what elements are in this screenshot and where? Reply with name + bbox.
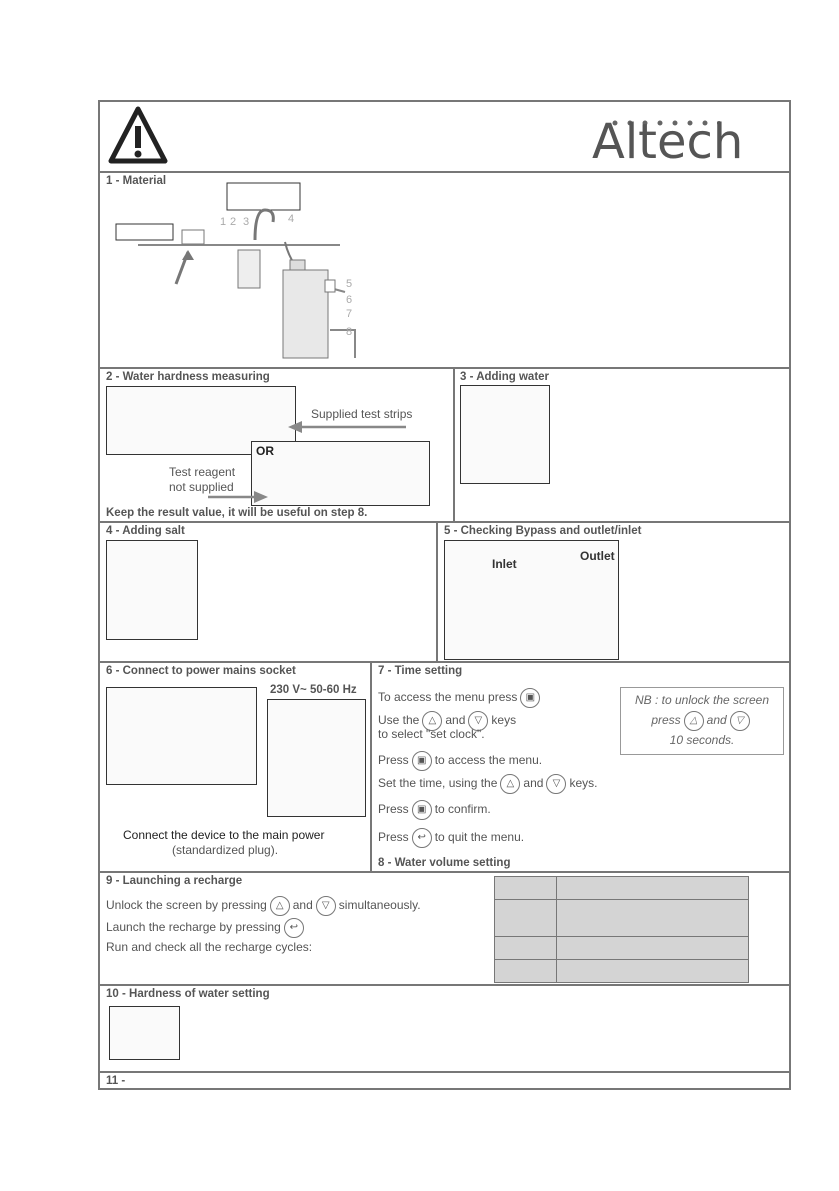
warning-icon: [108, 106, 168, 164]
part-label: 2: [230, 216, 237, 228]
up-key-icon: △: [684, 711, 704, 731]
nb-line: 10 seconds.: [669, 733, 735, 747]
recharge-cycle-table: [494, 876, 749, 983]
instruction-line: Press ↩ to quit the menu.: [378, 828, 524, 848]
divider: [98, 1071, 791, 1073]
plug-illustration: [106, 687, 257, 785]
down-key-icon: ▽: [316, 896, 336, 916]
material-diagram: [110, 180, 370, 362]
section-title: 6 - Connect to power mains socket: [106, 665, 296, 677]
table-row: [495, 900, 749, 937]
divider: [98, 661, 791, 663]
menu-key-icon: ▣: [520, 688, 540, 708]
nb-line: NB : to unlock the screen: [634, 693, 770, 707]
inlet-label: Inlet: [492, 557, 517, 571]
arrow-icon: [288, 420, 408, 434]
instruction-line: to select "set clock".: [378, 727, 485, 741]
part-label: 1: [220, 216, 227, 228]
down-key-icon: ▽: [730, 711, 750, 731]
menu-key-icon: ▣: [412, 751, 432, 771]
section-title: 7 - Time setting: [378, 665, 463, 677]
table-row: [495, 877, 749, 900]
exit-key-icon: ↩: [412, 828, 432, 848]
up-key-icon: △: [422, 711, 442, 731]
section-title: 8 - Water volume setting: [378, 857, 511, 869]
section-title: 10 - Hardness of water setting: [106, 988, 270, 1000]
nb-note: [620, 687, 784, 755]
instruction-line: Use the △ and ▽ keys: [378, 711, 516, 731]
instruction-line: Run and check all the recharge cycles:: [106, 940, 313, 954]
caption: Connect the device to the main power: [123, 828, 325, 842]
or-label: OR: [256, 444, 274, 458]
part-label: 4: [288, 213, 295, 225]
divider: [98, 871, 791, 873]
divider: [453, 367, 455, 523]
section-title: 5 - Checking Bypass and outlet/inlet: [444, 525, 642, 537]
reagent-illustration: [251, 441, 430, 506]
table-row: [495, 960, 749, 983]
instruction-line: Set the time, using the △ and ▽ keys.: [378, 774, 597, 794]
reagent-label: Test reagent: [169, 465, 236, 479]
instruction-line: Launch the recharge by pressing ↩: [106, 918, 307, 938]
table-row: [495, 937, 749, 960]
strips-label: Supplied test strips: [311, 407, 413, 421]
section-title: 3 - Adding water: [460, 371, 550, 383]
instruction-line: Press ▣ to confirm.: [378, 800, 491, 820]
down-key-icon: ▽: [468, 711, 488, 731]
section-title: 4 - Adding salt: [106, 525, 185, 537]
exit-key-icon: ↩: [284, 918, 304, 938]
divider: [98, 367, 791, 369]
part-label: 7: [346, 308, 353, 320]
part-label: 5: [346, 278, 353, 290]
voltage-label: 230 V~ 50-60 Hz: [270, 684, 357, 696]
menu-key-icon: ▣: [412, 800, 432, 820]
divider: [98, 984, 791, 986]
section-title: 1 - Material: [106, 175, 167, 187]
arrow-icon: [208, 490, 268, 504]
instruction-line: Unlock the screen by pressing △ and ▽ simultaneously.: [106, 896, 421, 916]
caption: (standardized plug).: [172, 843, 279, 857]
part-label: 6: [346, 294, 353, 306]
socket-illustration: [267, 699, 366, 817]
divider: [436, 521, 438, 663]
note-text: Keep the result value, it will be useful on step 8.: [106, 507, 368, 519]
section-title: 11 -: [106, 1075, 126, 1087]
nb-line: press △ and ▽: [621, 711, 783, 731]
instruction-line: Press ▣ to access the menu.: [378, 751, 542, 771]
divider: [98, 521, 791, 523]
up-key-icon: △: [270, 896, 290, 916]
hardness-setting-illustration: [109, 1006, 180, 1060]
divider: [370, 661, 372, 873]
reagent-label: not supplied: [169, 480, 234, 494]
adding-water-illustration: [460, 385, 550, 484]
outlet-label: Outlet: [580, 549, 615, 563]
section-title: 9 - Launching a recharge: [106, 875, 243, 887]
part-label: 8: [346, 326, 353, 338]
adding-salt-illustration: [106, 540, 198, 640]
down-key-icon: ▽: [546, 774, 566, 794]
section-title: 2 - Water hardness measuring: [106, 371, 270, 383]
up-key-icon: △: [500, 774, 520, 794]
brand-logo: Altech: [592, 114, 744, 170]
part-label: 3: [243, 216, 250, 228]
instruction-line: To access the menu press ▣: [378, 688, 543, 708]
bypass-illustration: [444, 540, 619, 660]
divider: [98, 171, 791, 173]
